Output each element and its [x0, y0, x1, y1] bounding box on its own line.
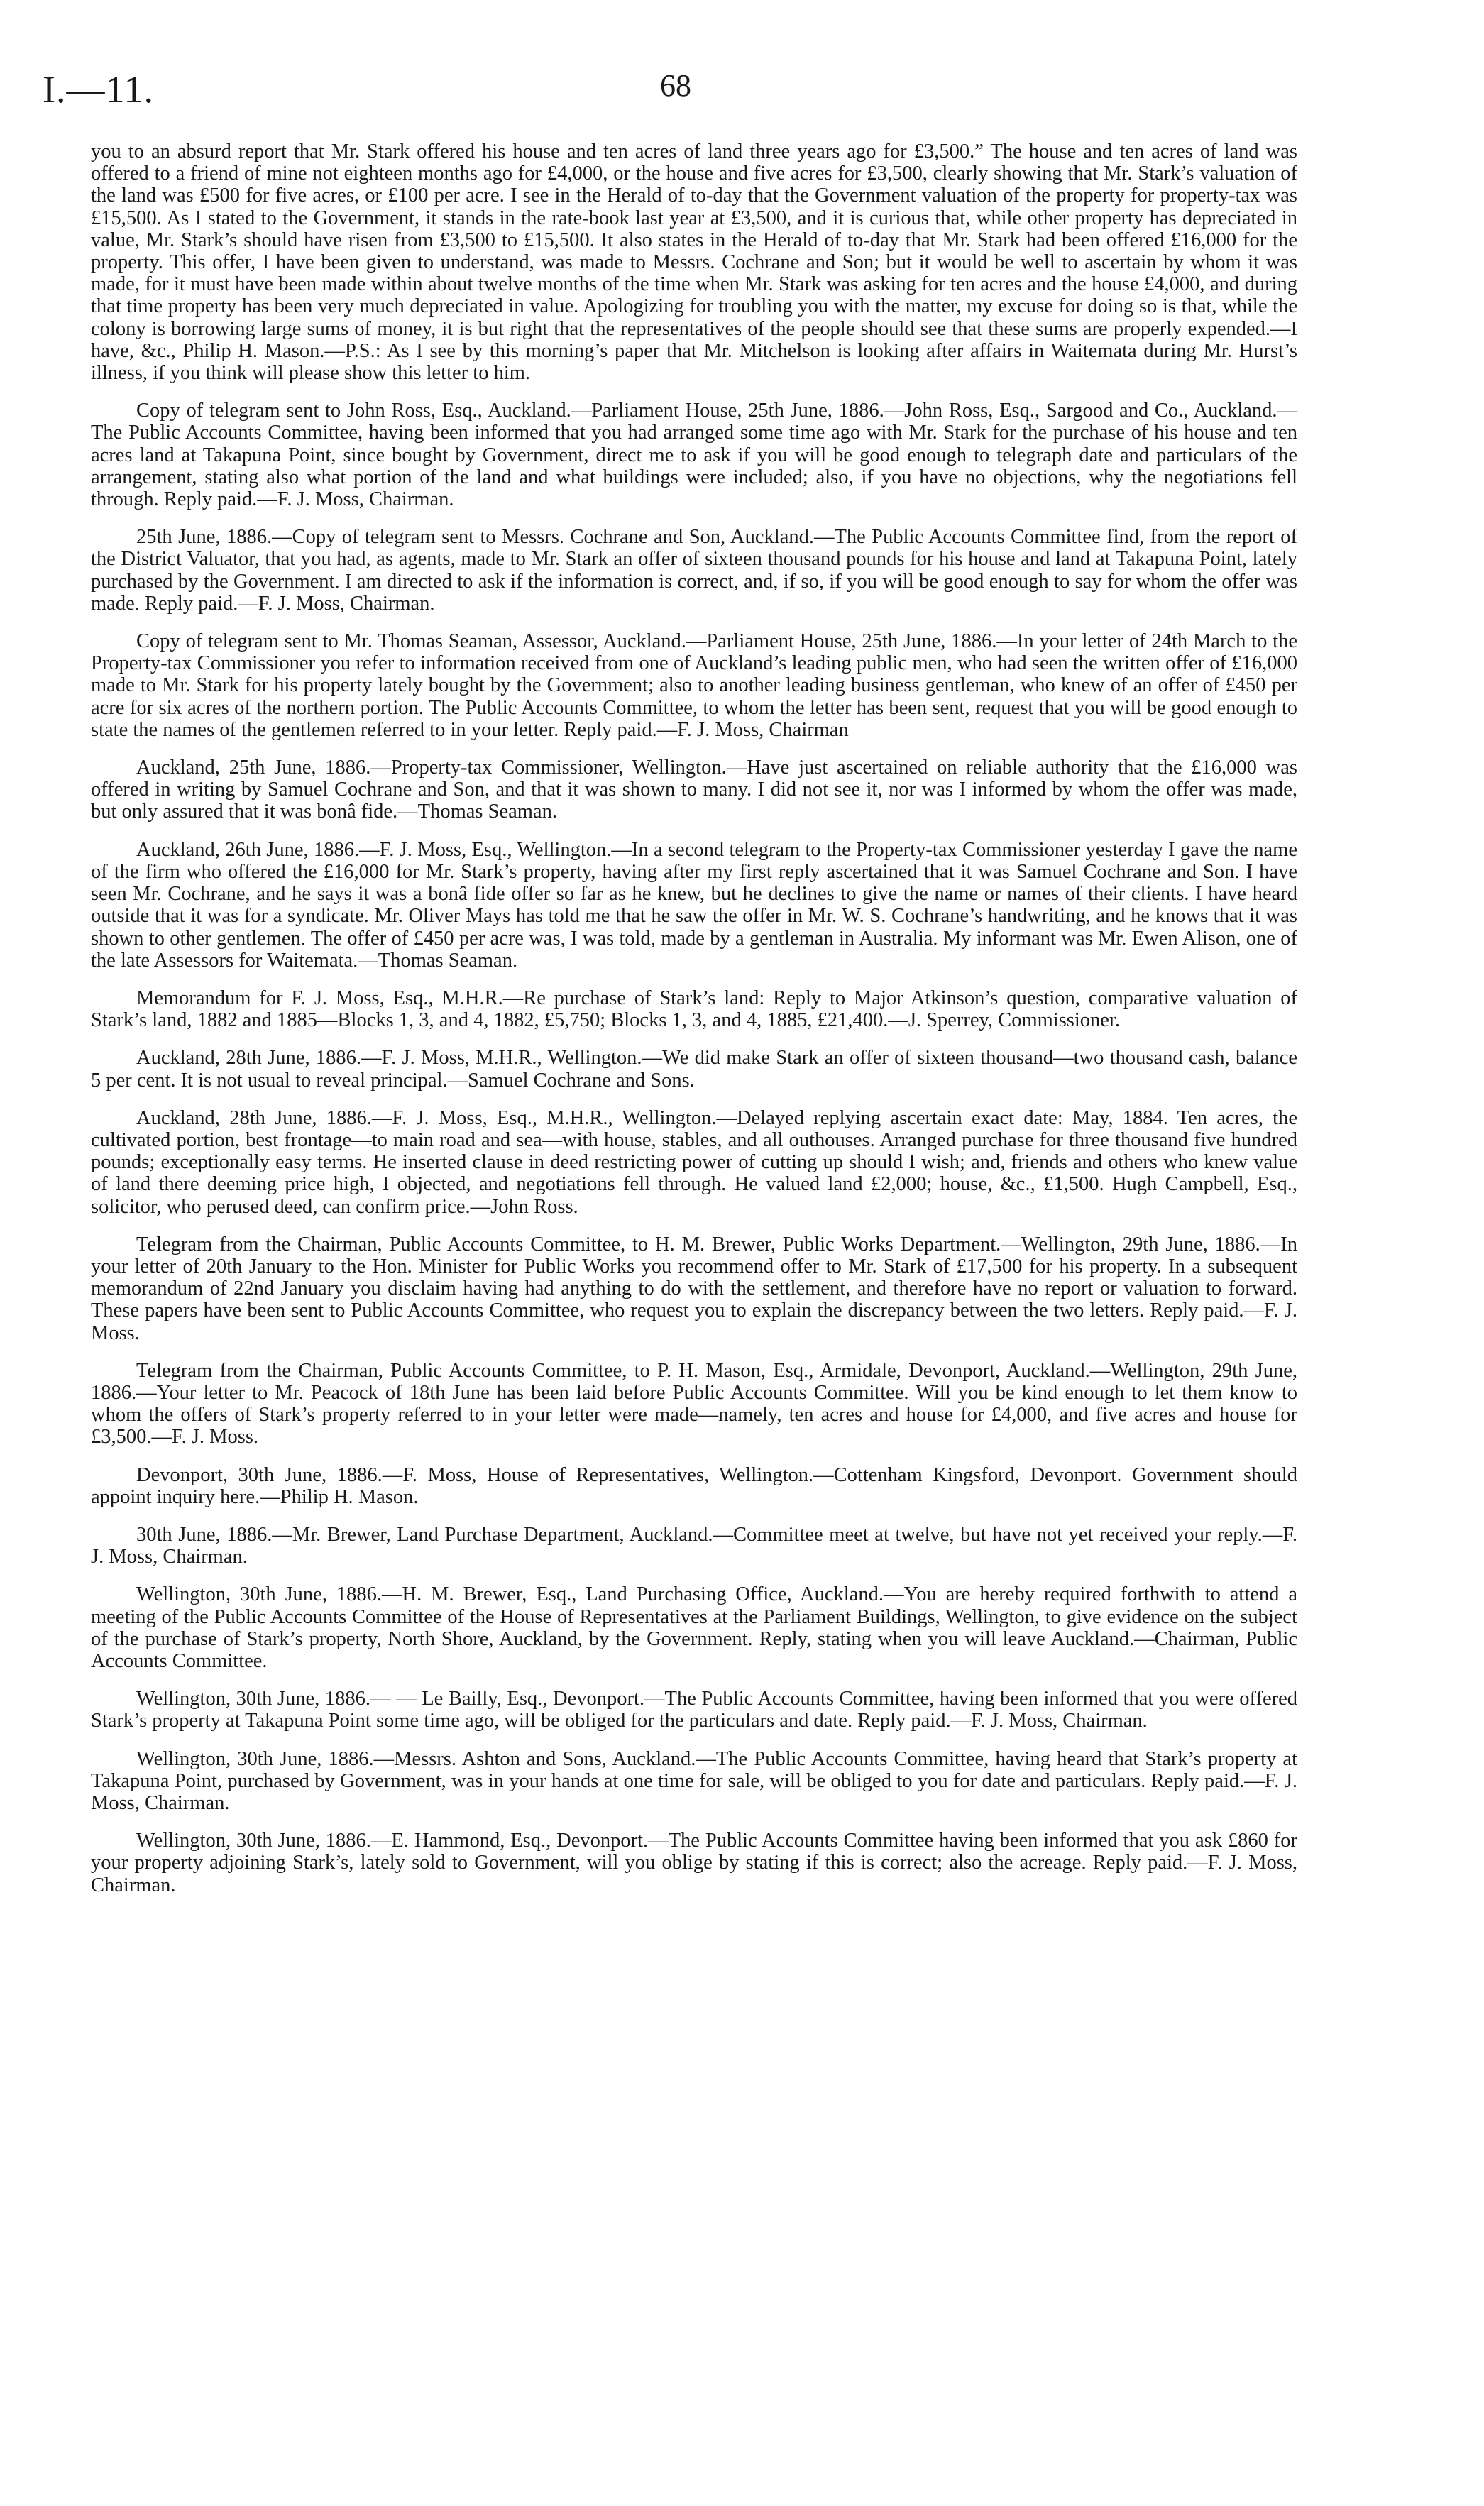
paragraph: Copy of telegram sent to Mr. Thomas Seaman, Assessor, Auckland.—Parliament House, 25th June, 1886.—In your letter of 24th March to the Property-tax Commissioner you refer to information received from one of Auckland’s leading public men, who had seen the written offer of £16,000 made to Mr. Stark for his property lately bought by the Government; also to another leading business gentleman, who knew of an offer of £450 per acre for six acres of the northern portion. The Public Accounts Committee, to whom the letter has been sent, request that you will be good enough to state the names of the gentlemen referred to in your letter. Reply paid.—F. J. Moss, Chairman: [91, 630, 1297, 741]
paragraph: 30th June, 1886.—Mr. Brewer, Land Purchase Department, Auckland.—Committee meet at twelve, but have not yet received your reply.—F. J. Moss, Chairman.: [91, 1523, 1297, 1568]
paragraph: Wellington, 30th June, 1886.—E. Hammond, Esq., Devonport.—The Public Accounts Committee having been informed that you ask £860 for your property adjoining Stark’s, lately sold to Government, will you oblige by stating if this is correct; also the acreage. Reply paid.—F. J. Moss, Chairman.: [91, 1830, 1297, 1896]
page-number: 68: [660, 68, 691, 103]
paragraph: Telegram from the Chairman, Public Accounts Committee, to P. H. Mason, Esq., Armidale, Devonport, Auckland.—Wellington, 29th June, 1886.—Your letter to Mr. Peacock of 18th June has been laid before Public Accounts Committee. Will you be kind enough to let them know to whom the offers of Stark’s property referred to in your letter were made—namely, ten acres and house for £4,000, and five acres and house for £3,500.—F. J. Moss.: [91, 1359, 1297, 1449]
paragraph: Copy of telegram sent to John Ross, Esq., Auckland.—Parliament House, 25th June, 1886.—John Ross, Esq., Sargood and Co., Auckland.—The Public Accounts Committee, having been informed that you had arranged some time ago with Mr. Stark for the purchase of his house and ten acres land at Takapuna Point, since bought by Government, direct me to ask if you will be good enough to telegraph date and particulars of the arrangement, stating also what portion of the land and what buildings were included; also, if you have no objections, why the negotiations fell through. Reply paid.—F. J. Moss, Chairman.: [91, 400, 1297, 511]
paragraph: Wellington, 30th June, 1886.—H. M. Brewer, Esq., Land Purchasing Office, Auckland.—You are hereby required forthwith to attend a meeting of the Public Accounts Committee of the House of Representatives at the Parliament Buildings, Wellington, to give evidence on the subject of the purchase of Stark’s property, North Shore, Auckland, by the Government. Reply, stating when you will leave Auckland.—Chairman, Public Accounts Committee.: [91, 1583, 1297, 1672]
paragraph: Wellington, 30th June, 1886.— — Le Bailly, Esq., Devonport.—The Public Accounts Committee, having been informed that you were offered Stark’s property at Takapuna Point some time ago, will be obliged for the particulars and date. Reply paid.—F. J. Moss, Chairman.: [91, 1688, 1297, 1732]
paragraph: Wellington, 30th June, 1886.—Messrs. Ashton and Sons, Auckland.—The Public Accounts Committee, having heard that Stark’s property at Takapuna Point, purchased by Government, was in your hands at one time for sale, will be obliged to you for date and particulars. Reply paid.—F. J. Moss, Chairman.: [91, 1747, 1297, 1814]
document-reference: I.—11.: [43, 68, 154, 111]
paragraph: 25th June, 1886.—Copy of telegram sent to Messrs. Cochrane and Son, Auckland.—The Public Accounts Committee find, from the report of the District Valuator, that you had, as agents, made to Mr. Stark an offer of sixteen thousand pounds for his house and land at Takapuna Point, lately purchased by the Government. I am directed to ask if the information is correct, and, if so, if you will be good enough to say for whom the offer was made. Reply paid.—F. J. Moss, Chairman.: [91, 526, 1297, 615]
document-body: [91, 141, 1297, 1912]
paragraph: Devonport, 30th June, 1886.—F. Moss, House of Representatives, Wellington.—Cottenham Kingsford, Devonport. Government should appoint inquiry here.—Philip H. Mason.: [91, 1463, 1297, 1508]
paragraph: Auckland, 25th June, 1886.—Property-tax Commissioner, Wellington.—Have just ascertained on reliable authority that the £16,000 was offered in writing by Samuel Cochrane and Son, and that it was shown to many. I did not see it, nor was I informed by whom the offer was made, but only assured that it was bonâ fide.—Thomas Seaman.: [91, 757, 1297, 823]
paragraph: Memorandum for F. J. Moss, Esq., M.H.R.—Re purchase of Stark’s land: Reply to Major Atkinson’s question, comparative valuation of Stark’s land, 1882 and 1885—Blocks 1, 3, and 4, 1882, £5,750; Blocks 1, 3, and 4, 1885, £21,400.—J. Sperrey, Commissioner.: [91, 987, 1297, 1032]
paragraph: Auckland, 28th June, 1886.—F. J. Moss, Esq., M.H.R., Wellington.—Delayed replying ascertain exact date: May, 1884. Ten acres, the cultivated portion, best frontage—to main road and sea—with house, stables, and all outhouses. Arranged purchase for three thousand five hundred pounds; exceptionally easy terms. He inserted clause in deed restricting power of cutting up should I wish; and, friends and others who knew value of land there deeming price high, I objected, and negotiations fell through. He valued land £2,000; house, &c., £1,500. Hugh Campbell, Esq., solicitor, who perused deed, can confirm price.—John Ross.: [91, 1106, 1297, 1218]
paragraph: you to an absurd report that Mr. Stark offered his house and ten acres of land three years ago for £3,500.” The house and ten acres of land was offered to a friend of mine not eighteen months ago for £4,000, or the house and five acres for £3,500, clearly showing that Mr. Stark’s valuation of the land was £500 for five acres, or £100 per acre. I see in the Herald of to-day that the Government valuation of the property for property-tax was £15,500. As I stated to the Government, it stands in the rate-book last year at £3,500, and it is curious that, while other property has depreciated in value, Mr. Stark’s should have risen from £3,500 to £15,500. It also states in the Herald of to-day that Mr. Stark had been offered £16,000 for the property. This offer, I have been given to understand, was made to Messrs. Cochrane and Son; but it would be well to ascertain by whom it was made, for it must have been made within about twelve months of the time when Mr. Stark was asking for ten acres and the house £4,000, and during that time property has been very much depreciated in value. Apologizing for troubling you with the matter, my excuse for doing so is that, while the colony is borrowing large sums of money, it is but right that the representatives of the people should see that these sums are properly expended.—I have, &c., Philip H. Mason.—P.S.: As I see by this morning’s paper that Mr. Mitchelson is looking after affairs in Waitemata during Mr. Hurst’s illness, if you think will please show this letter to him.: [91, 141, 1297, 385]
paragraph: Telegram from the Chairman, Public Accounts Committee, to H. M. Brewer, Public Works Department.—Wellington, 29th June, 1886.—In your letter of 20th January to the Hon. Minister for Public Works you recommend offer to Mr. Stark of £17,500 for his property. In a subsequent memorandum of 22nd January you disclaim having had anything to do with the settlement, and therefore have no report or valuation to forward. These papers have been sent to Public Accounts Committee, who request you to explain the discrepancy between the two letters. Reply paid.—F. J. Moss.: [91, 1233, 1297, 1344]
paragraph: Auckland, 28th June, 1886.—F. J. Moss, M.H.R., Wellington.—We did make Stark an offer of sixteen thousand—two thousand cash, balance 5 per cent. It is not usual to reveal principal.—Samuel Cochrane and Sons.: [91, 1047, 1297, 1092]
paragraph: Auckland, 26th June, 1886.—F. J. Moss, Esq., Wellington.—In a second telegram to the Property-tax Commissioner yesterday I gave the name of the firm who offered the £16,000 for Mr. Stark’s property, having after my first reply ascertained that it was Samuel Cochrane and Son. I have seen Mr. Cochrane, and he says it was a bonâ fide offer so far as he knew, but he declines to give the name or names of their clients. I have heard outside that it was for a syndicate. Mr. Oliver Mays has told me that he saw the offer in Mr. W. S. Cochrane’s handwriting, and he knows that it was shown to other gentlemen. The offer of £450 per acre was, I was told, made by a gentleman in Australia. My informant was Mr. Ewen Alison, one of the late Assessors for Waitemata.—Thomas Seaman.: [91, 838, 1297, 972]
